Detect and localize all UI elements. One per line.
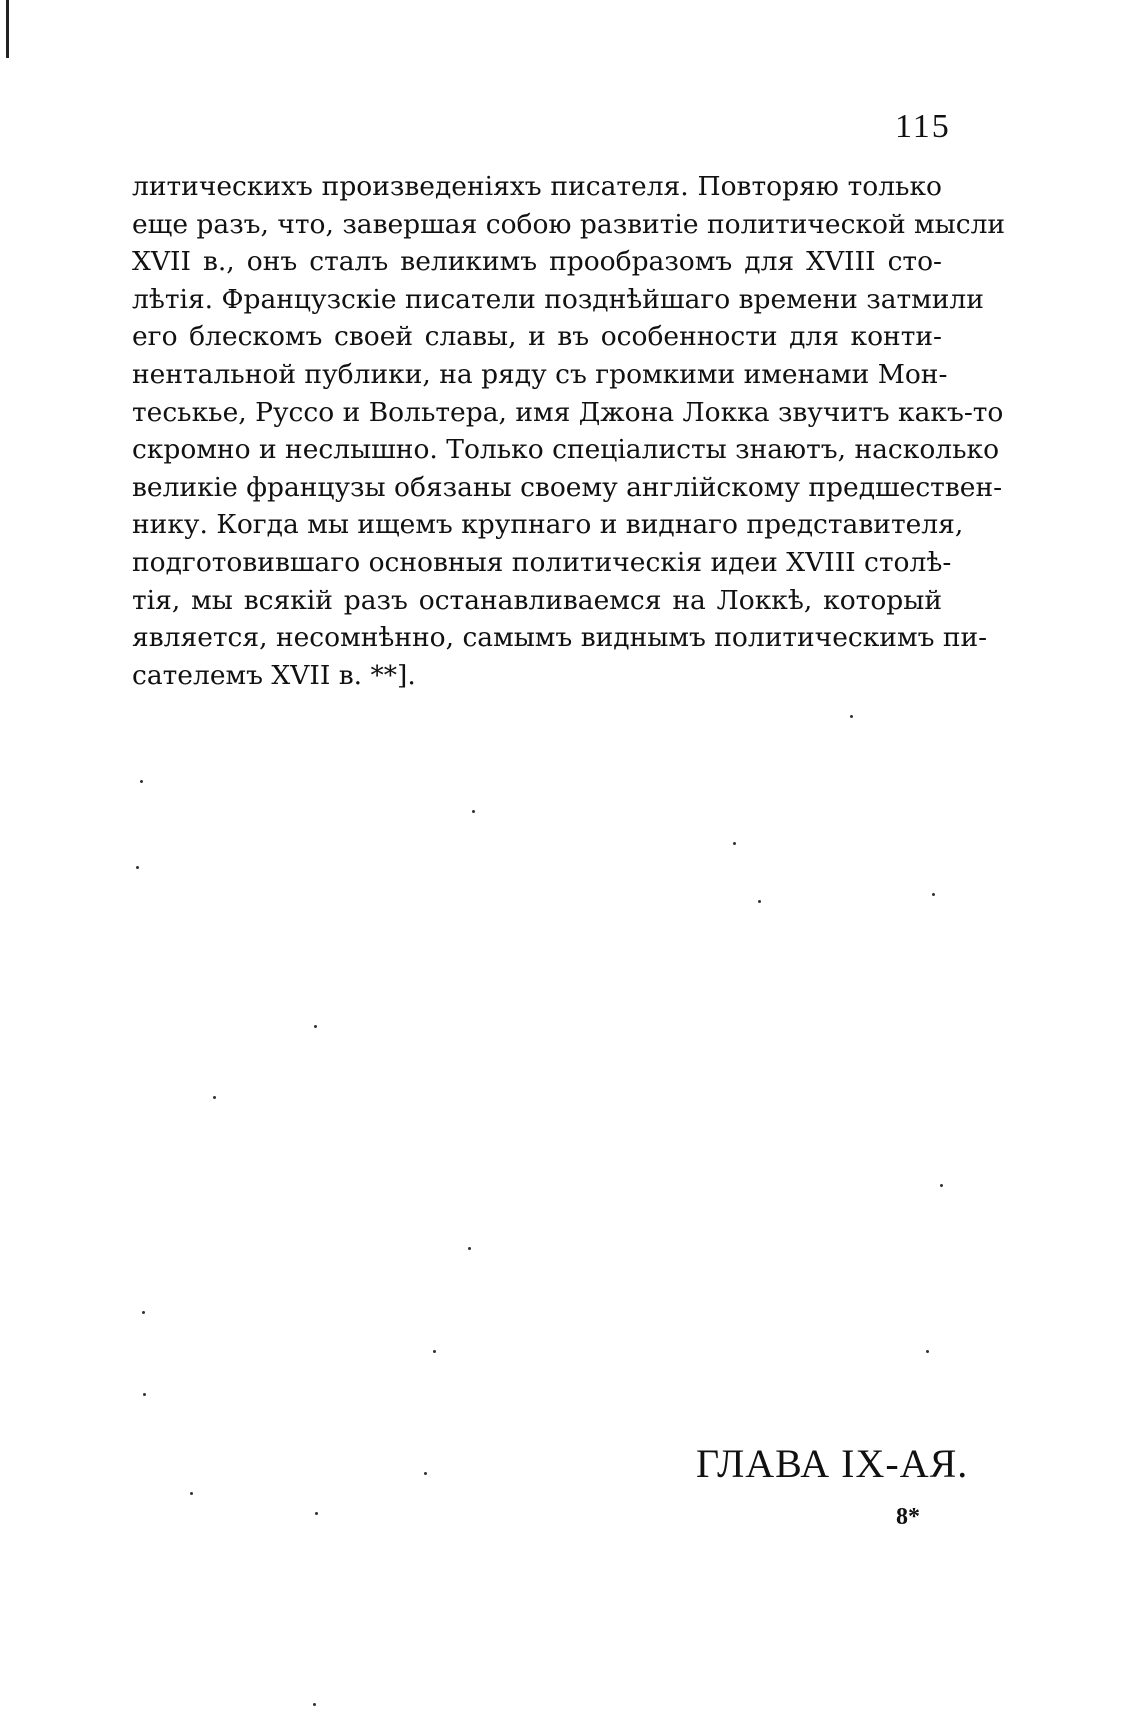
text-line: XVII в., онъ сталъ великимъ прообразомъ для XVIII сто- [132,246,942,278]
scan-speck [926,1350,929,1353]
text-line: литическихъ произведеніяхъ писателя. Повторяю только [132,171,942,202]
scan-speck [940,1184,943,1187]
text-line: скромно и неслышно. Только спеціалисты знаютъ, насколько [132,434,1000,466]
scan-speck [190,1492,193,1495]
scan-speck [142,1311,145,1314]
scan-speck [314,1025,317,1028]
scan-speck [433,1350,436,1353]
scan-speck [472,810,475,813]
text-line: сателемъ XVII в. **]. [132,659,416,691]
scan-speck [143,1393,146,1396]
text-line: тія, мы всякій разъ останавливаемся на Локкѣ, который [132,584,942,616]
text-line: великіе французы обязаны своему англійскому предшествен- [132,471,1003,503]
text-line: является, несомнѣнно, самымъ виднымъ политическимъ пи- [132,622,988,654]
body-paragraph [132,168,1006,694]
scan-speck [136,866,139,869]
text-line: его блескомъ своей славы, и въ особенности для конти- [132,321,942,353]
scan-speck [315,1512,318,1515]
signature-mark: 8* [896,1504,920,1530]
text-line: подготовившаго основныя политическія идеи XVIII столѣ- [132,546,952,578]
page-edge-shadow [6,0,9,58]
scan-speck [424,1472,427,1475]
scan-speck [313,1703,316,1706]
scan-speck [932,893,935,896]
text-line: еще разъ, что, завершая собою развитіе политической мысли [132,208,1006,240]
chapter-heading: ГЛАВА IX-АЯ. [696,1441,969,1486]
scan-speck [140,780,143,783]
text-line: лѣтія. Французскіе писатели позднѣйшаго времени затмили [132,283,984,315]
scan-speck [213,1096,216,1099]
scan-speck [468,1247,471,1250]
scan-speck [850,715,853,718]
page-number: 115 [895,108,951,145]
scan-speck [758,900,761,903]
text-line: нику. Когда мы ищемъ крупнаго и виднаго представителя, [132,509,964,541]
scan-speck [733,842,736,845]
text-line: нентальной публики, на ряду съ громкими именами Мон- [132,358,948,390]
text-line: теськье, Руссо и Вольтера, имя Джона Локка звучитъ какъ-то [132,396,1004,428]
